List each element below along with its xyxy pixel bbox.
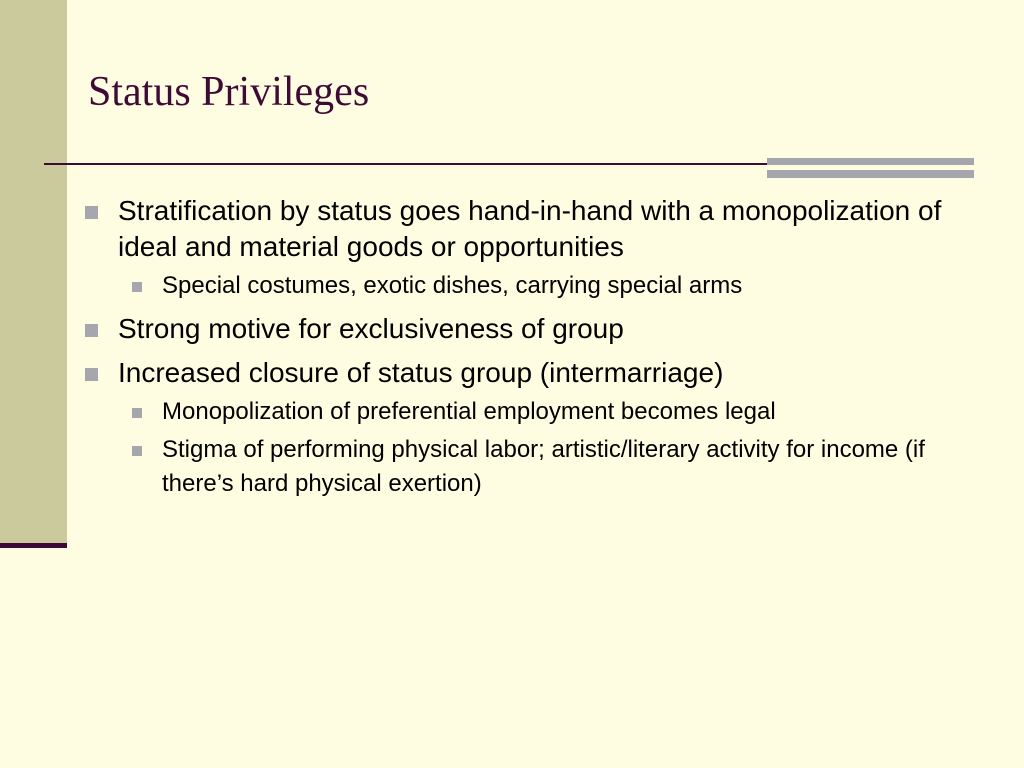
slide-body: [80, 193, 980, 509]
sub-bullet-text: Monopolization of preferential employment becomes legal: [162, 398, 776, 425]
sub-bullet-text: Special costumes, exotic dishes, carrying special arms: [162, 272, 743, 299]
accent-bar-top: [767, 158, 974, 165]
sub-bullet-item: [118, 395, 980, 429]
left-band-rule: [0, 543, 67, 548]
sub-bullet-list: [118, 395, 980, 501]
square-bullet-icon: [85, 206, 98, 219]
square-bullet-icon: [132, 282, 142, 292]
sub-bullet-text: Stigma of performing physical labor; artistic/literary activity for income (if there’s hard physical exertion): [162, 436, 925, 497]
sub-bullet-item: [118, 269, 980, 303]
square-bullet-icon: [85, 368, 98, 381]
sub-bullet-list: [118, 269, 980, 303]
bullet-text: Stratification by status goes hand-in-hand with a monopolization of ideal and material goods or opportunities: [118, 195, 942, 262]
left-decorative-band: [0, 0, 67, 545]
square-bullet-icon: [85, 324, 98, 337]
square-bullet-icon: [132, 408, 142, 418]
bullet-list: [80, 193, 980, 501]
accent-bar-bottom: [767, 170, 974, 178]
square-bullet-icon: [132, 446, 142, 456]
bullet-text: Increased closure of status group (intermarriage): [118, 357, 724, 388]
bullet-item: [80, 355, 980, 501]
slide-title: Status Privileges: [88, 69, 370, 115]
bullet-text: Strong motive for exclusiveness of group: [118, 313, 624, 344]
sub-bullet-item: [118, 433, 980, 501]
bullet-item: [80, 193, 980, 303]
bullet-item: [80, 311, 980, 347]
